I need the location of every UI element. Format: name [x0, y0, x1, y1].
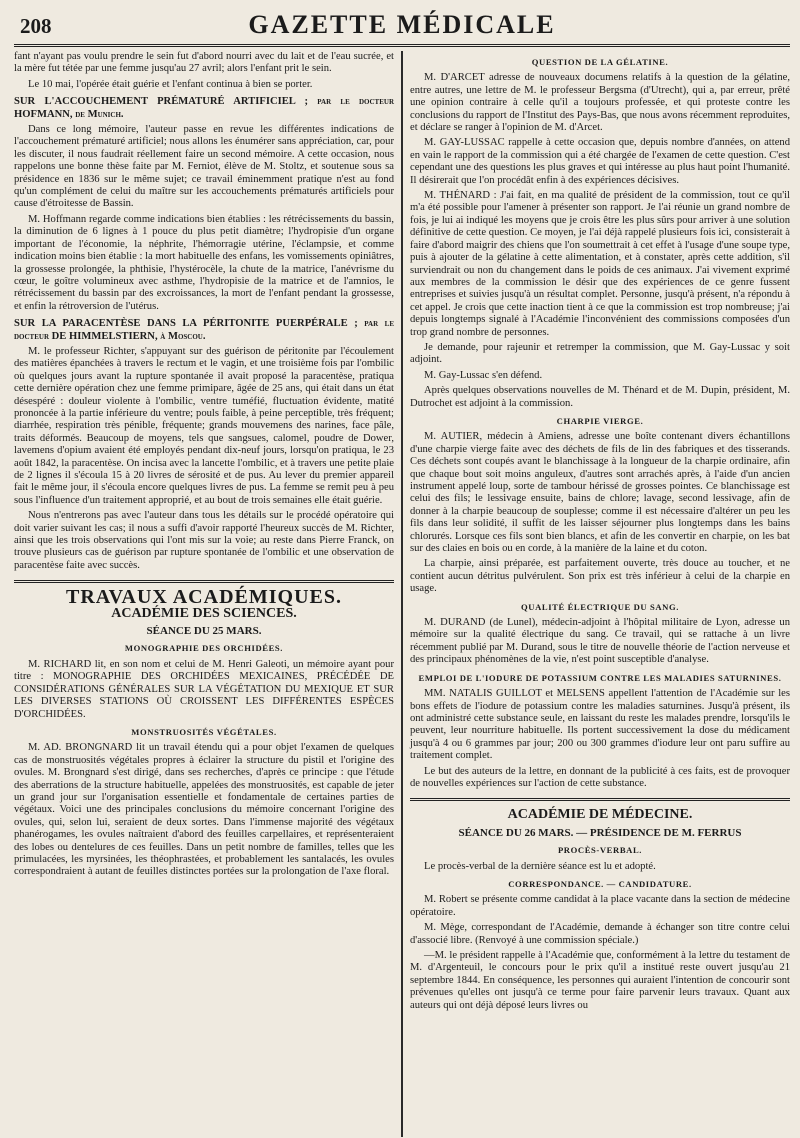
- academy-title: ACADÉMIE DE MÉDECINE.: [507, 807, 693, 823]
- article-paragraph: M. Robert se présente comme candidat à la place vacante dans la section de médecine opératoire.: [410, 894, 790, 918]
- section-title: TRAVAUX ACADÉMIQUES.: [66, 586, 342, 609]
- page-number: 208: [20, 14, 52, 38]
- article-paragraph: Après quelques observations nouvelles de M. Thénard et de M. Dupin, président, M. Dutrochet est adjoint à la commission.: [410, 385, 790, 409]
- subsection-heading: QUALITÉ ÉLECTRIQUE DU SANG.: [520, 601, 680, 612]
- subsection-heading: EMPLOI DE L'IODURE DE POTASSIUM CONTRE LES MALADIES SATURNINES.: [418, 672, 782, 683]
- article-paragraph: Le but des auteurs de la lettre, en donnant de la publicité à ces faits, est de provoquer de nouvelles expériences sur l'action de cette substance.: [410, 765, 790, 789]
- article-paragraph: M. AUTIER, médecin à Amiens, adresse une boîte contenant divers échantillons d'une charpie vierge faite avec des déchets de fils de lin des fabriques et des tisserands. Ces déchets sont coupés avant le blanchissage à la longueur de la charpie ordinaire, afin que chaque bout soit moins anguleux, d'autres sont arrachés après, à l'aide d'un ancien instrument appelé loup, sorte de tambour hérissé de grosses pointes. Ce blanchissage est celui des fils; le lessivage ensuite, bains de chlore; lavage, second lessivage, afin de donner à la charpie beaucoup de souplesse; comme il est nécessaire d'altérer un peu les fils dans leur solidité, il suffit de les laisser séjourner plus longtemps dans les bains chlorurés. Lorsque ces fils sont bien blancs, et afin de les convertir en charpie, on les bat sur des claies en bois ou en corde, à la manière de la laine et du coton.: [410, 431, 790, 555]
- seance-heading: SÉANCE DU 25 MARS.: [146, 625, 262, 638]
- article-paragraph: M. RICHARD lit, en son nom et celui de M. Henri Galeoti, un mémoire ayant pour titre : MONOGRAPHIE DES ORCHIDÉES MEXICAINES, PRÉCÉDÉE DE CONSIDÉRATIONS GÉNÉRALES SUR LA VÉGÉTATION DU MEXIQUE ET SUR LES DIVERSES STATIONS OÙ CROISSENT LES DIFFÉRENTES ESPÈCES D'ORCHIDÉES.: [14, 658, 394, 720]
- subsection-heading: PROCÈS-VERBAL.: [557, 845, 643, 856]
- gazette-title: GAZETTE MÉDICALE: [248, 10, 556, 39]
- article-paragraph: M. AD. BRONGNARD lit un travail étendu qui a pour objet l'examen de quelques cas de monstruosités végétales propres à éclairer la structure du pistil et l'origine des ovules. M. Brongnard s'est dirigé, dans ses recherches, d'après ce principe : que l'étude des aberrations de la structure habituelle, appelées des monstruosités, est capable de jeter un grand jour sur l'organisation essentielle et fondamentale de certaines parties de végétaux. Voici une des principales conclusions du mémoire concernant l'origine des ovules, qui, selon lui, seraient de deux sortes. Dans l'immense majorité des végétaux phanérogames, les ovules naîtraient d'abord des feuilles carpellaires, et représenteraient des lobes ou dentelures de ces feuilles. Dans un petit nombre de familles, telles que les primulacées, les myrsinées, les théophrastées, et probablement les santalacés, les ovules correspondraient à autant de feuilles distinctes portées sur la prolongation de l'axe floral.: [14, 742, 394, 878]
- text-columns: [14, 51, 790, 1137]
- intro-paragraph: Le 10 mai, l'opérée était guérie et l'enfant continua à bien se porter.: [28, 78, 313, 90]
- subsection-heading: MONSTRUOSITÉS VÉGÉTALES.: [131, 726, 277, 737]
- article-paragraph: M. le professeur Richter, s'appuyant sur des guérison de péritonite par l'écoulement des matières épanchées à travers le rectum et le vagin, et une troisième fois par l'ombilic où quelques jours avant la rupture spontanée il avait proposé la paracentèse, pratiqua cette dernière opération chez une femme primipare, âgée de 25 ans, qui était dans un état désespéré : douleur violente à l'ombilic, ventre tuméfié, fluctuation évidente, matité prononcée à la partie inférieure du ventre; pouls faible, à peine perceptible, très fréquent; diarrhée, respiration très pénible, fréquente; grands mouvemens des narines, face pâle, traits déformés. Beaucoup de moyens, tels que sangsues, calomel, poudre de Dower, lavemens d'opium avaient été employés pendant dix-neuf jours, lorsqu'on pratiqua, le 23 août 1842, la paracentèse. On incisa avec la lancette l'ombilic, et à travers une petite plaie de 2 lignes il s'écoula 15 à 20 livres de sérosité et de pus. Au lever du premier appareil fait le même jour, il s'écoula encore quelques livres de pus. La femme se remit peu à peu sous l'influence d'un traitement approprié, et au bout de trois semaines elle était guérie.: [14, 345, 394, 506]
- article-paragraph: M. GAY-LUSSAC rappelle à cette occasion que, depuis nombre d'années, on attend en vain le rapport de la commission qui a été chargée de l'examen de cette question. C'est cependant une des questions les plus graves et qui intéresse au plus haut point l'humanité. Il désirerait que l'on procédât enfin à des expériences décisives.: [410, 137, 790, 186]
- subsection-heading: CORRESPONDANCE. — CANDIDATURE.: [508, 878, 692, 889]
- article-paragraph: M. Hoffmann regarde comme indications bien établies : les rétrécissements du bassin, la diminution de 6 lignes à 1 pouce du plus petit diamètre; l'hydropisie d'un organe important de l'économie, la néphrite, l'hémorragie utérine, l'éclampsie, et comme indication moins bien établie : la mort habituelle des enfans, les vomissements opiniâtres, la grossesse prolongée, la phthisie, l'hystérocèle, la chute de la matrice, l'anévrisme du cœur, le goître volumineux avec asthme, l'hydropisie de la matrice et de l'amnios, le rétrécissement du bassin par des excroissances, la mort de l'enfant pendant la grossesse, et enfin la rétroversion de l'utérus.: [14, 213, 394, 312]
- right-column: [403, 51, 790, 1137]
- article-paragraph: La charpie, ainsi préparée, est parfaitement ouverte, très douce au toucher, et ne contient aucun détritus pulvérulent. Son prix est très inférieur à celui de la charpie en usage.: [410, 558, 790, 595]
- article-paragraph: M. Mège, correspondant de l'Académie, demande à échanger son titre contre celui d'associé libre. (Renvoyé à une commission spéciale.): [410, 922, 790, 946]
- intro-paragraph: fant n'ayant pas voulu prendre le sein fut d'abord nourri avec du lait et de l'eau sucrée, et la mère fut tétée par une femme jusqu'au 27 avril; alors l'enfant prit le sein.: [14, 51, 394, 75]
- article-paragraph: M. Gay-Lussac s'en défend.: [424, 369, 543, 381]
- article-title: SUR LA PARACENTÈSE DANS LA PÉRITONITE PUERPÉRALE ; par le docteur DE HIMMELSTIERN, à Moscou.: [14, 318, 394, 342]
- section-divider: [14, 580, 394, 583]
- article-paragraph: Nous n'entrerons pas avec l'auteur dans tous les détails sur le procédé opératoire qui doit varier suivant les cas; il nous a suffi d'avoir rapporté l'heureux succès de M. Richter, ainsi que les trois observations qui l'ont mis sur la voie; au reste dans Pierre Franck, on trouve plusieurs cas de guérison par rupture spontanée de l'ombilic et une observation de paracentèse faite avec succès.: [14, 510, 394, 571]
- article-paragraph: Dans ce long mémoire, l'auteur passe en revue les différentes indications de l'accouchement prématuré artificiel; nous allons les énumérer sans appréciation, car, pour les discuter, il nous faudrait réellement faire un second mémoire. A cette occasion, nous rappelons une bonne thèse faite par M. Ferniot, élève de M. Stoltz, et soutenue sous sa présidence en 1836 sur le même sujet; ce travail éminemment pratique n'est au fond qu'un complément de celui du maître sur les accouchements prématurés artificiels pour cause d'étroitesse de Bassin.: [14, 124, 394, 210]
- article-paragraph: MM. NATALIS GUILLOT et MELSENS appellent l'attention de l'Académie sur les bons effets de l'iodure de potassium contre les maladies saturnines. Jusqu'à présent, ils ont administré cette substance seule, en laissant du reste les malades prendre, lorsqu'ils le peuvent, leur nourriture habituelle. Ils portent successivement la dose du médicament jusqu'à 4 ou 6 grammes par jour; 200 ou 300 grammes d'iodure leur ont paru suffire au traitement complet.: [410, 688, 790, 762]
- left-column: [14, 51, 401, 1137]
- seance-heading: SÉANCE DU 26 MARS. — PRÉSIDENCE DE M. FERRUS: [458, 826, 742, 839]
- academy-title: ACADÉMIE DES SCIENCES.: [111, 605, 297, 621]
- article-paragraph: M. DURAND (de Lunel), médecin-adjoint à l'hôpital militaire de Lyon, adresse un mémoire sur la qualité électrique du sang. Ce travail, qui se rattache à un livre récemment publié par M. Durand, sous le titre de nouvelle théorie de l'action nerveuse et des principaux phénomènes de la vie, n'est point susceptible d'analyse.: [410, 617, 790, 666]
- subsection-heading: MONOGRAPHIE DES ORCHIDÉES.: [124, 643, 284, 654]
- article-paragraph: Le procès-verbal de la dernière séance est lu et adopté.: [424, 860, 656, 872]
- article-paragraph: —M. le président rappelle à l'Académie que, conformément à la lettre du testament de M. d'Argenteuil, le concours pour le prix qu'il a institué reste ouvert jusqu'au 21 septembre 1844. En conséquence, les personnes qui auraient l'intention de concourir sont prévenues qu'elles ont jusqu'à ce terme pour faire parvenir leurs travaux. Quant aux auteurs qui ont déjà déposé leurs livres ou: [410, 950, 790, 1011]
- section-divider: [410, 798, 790, 801]
- article-paragraph: M. D'ARCET adresse de nouveaux documens relatifs à la question de la gélatine, entre autres, une lettre de M. le professeur Bergsma (d'Utrecht), qui a, par erreur, prêté une opinion contraire à celle qu'il a toujours professée, et qui proteste contre les conclusions du rapport de l'Institut des Pays-Bas, que nous avons récemment reproduites, et déclare se ranger à l'opinion de M. d'Arcet.: [410, 72, 790, 134]
- article-paragraph: M. THÉNARD : J'ai fait, en ma qualité de président de la commission, tout ce qu'il m'a été possible pour l'amener à présenter son rapport. Je l'ai réunie un grand nombre de fois, je lui ai indiqué les moyens que je crois être les plus sûrs pour arriver à une solution définitive de cette question. Ce moyen, je l'ai déjà rappelé plusieurs fois ici, consisterait à faire d'abord maigrir des chiens que l'on soumettrait à cet effet à l'usage d'une soupe type, puis à ajouter de la gélatine à cette alimentation, et à constater, après cette addition, s'il surviendrait ou non du changement dans le poids de ces animaux. J'ai vivement exprimé aux membres de la commission le désir que des expériences de ce genre fussent entreprises et suivies jusqu'à un résultat complet. Personne, jusqu'à présent, n'a répondu à cet appel. Je crois que cette inaction tient à ce que la commission est trop nombreuse; j'ai depuis longtemps signalé à l'Académie l'inconvénient des commissions composées d'un trop grand nombre de personnes.: [410, 190, 790, 338]
- article-paragraph: Je demande, pour rajeunir et retremper la commission, que M. Gay-Lussac y soit adjoint.: [410, 341, 790, 366]
- subsection-heading: QUESTION DE LA GÉLATINE.: [531, 57, 669, 67]
- masthead: [14, 0, 790, 47]
- article-title: SUR L'ACCOUCHEMENT PRÉMATURÉ ARTIFICIEL ; par le docteur HOFMANN, de Munich.: [14, 96, 394, 120]
- subsection-heading: CHARPIE VIERGE.: [556, 415, 644, 426]
